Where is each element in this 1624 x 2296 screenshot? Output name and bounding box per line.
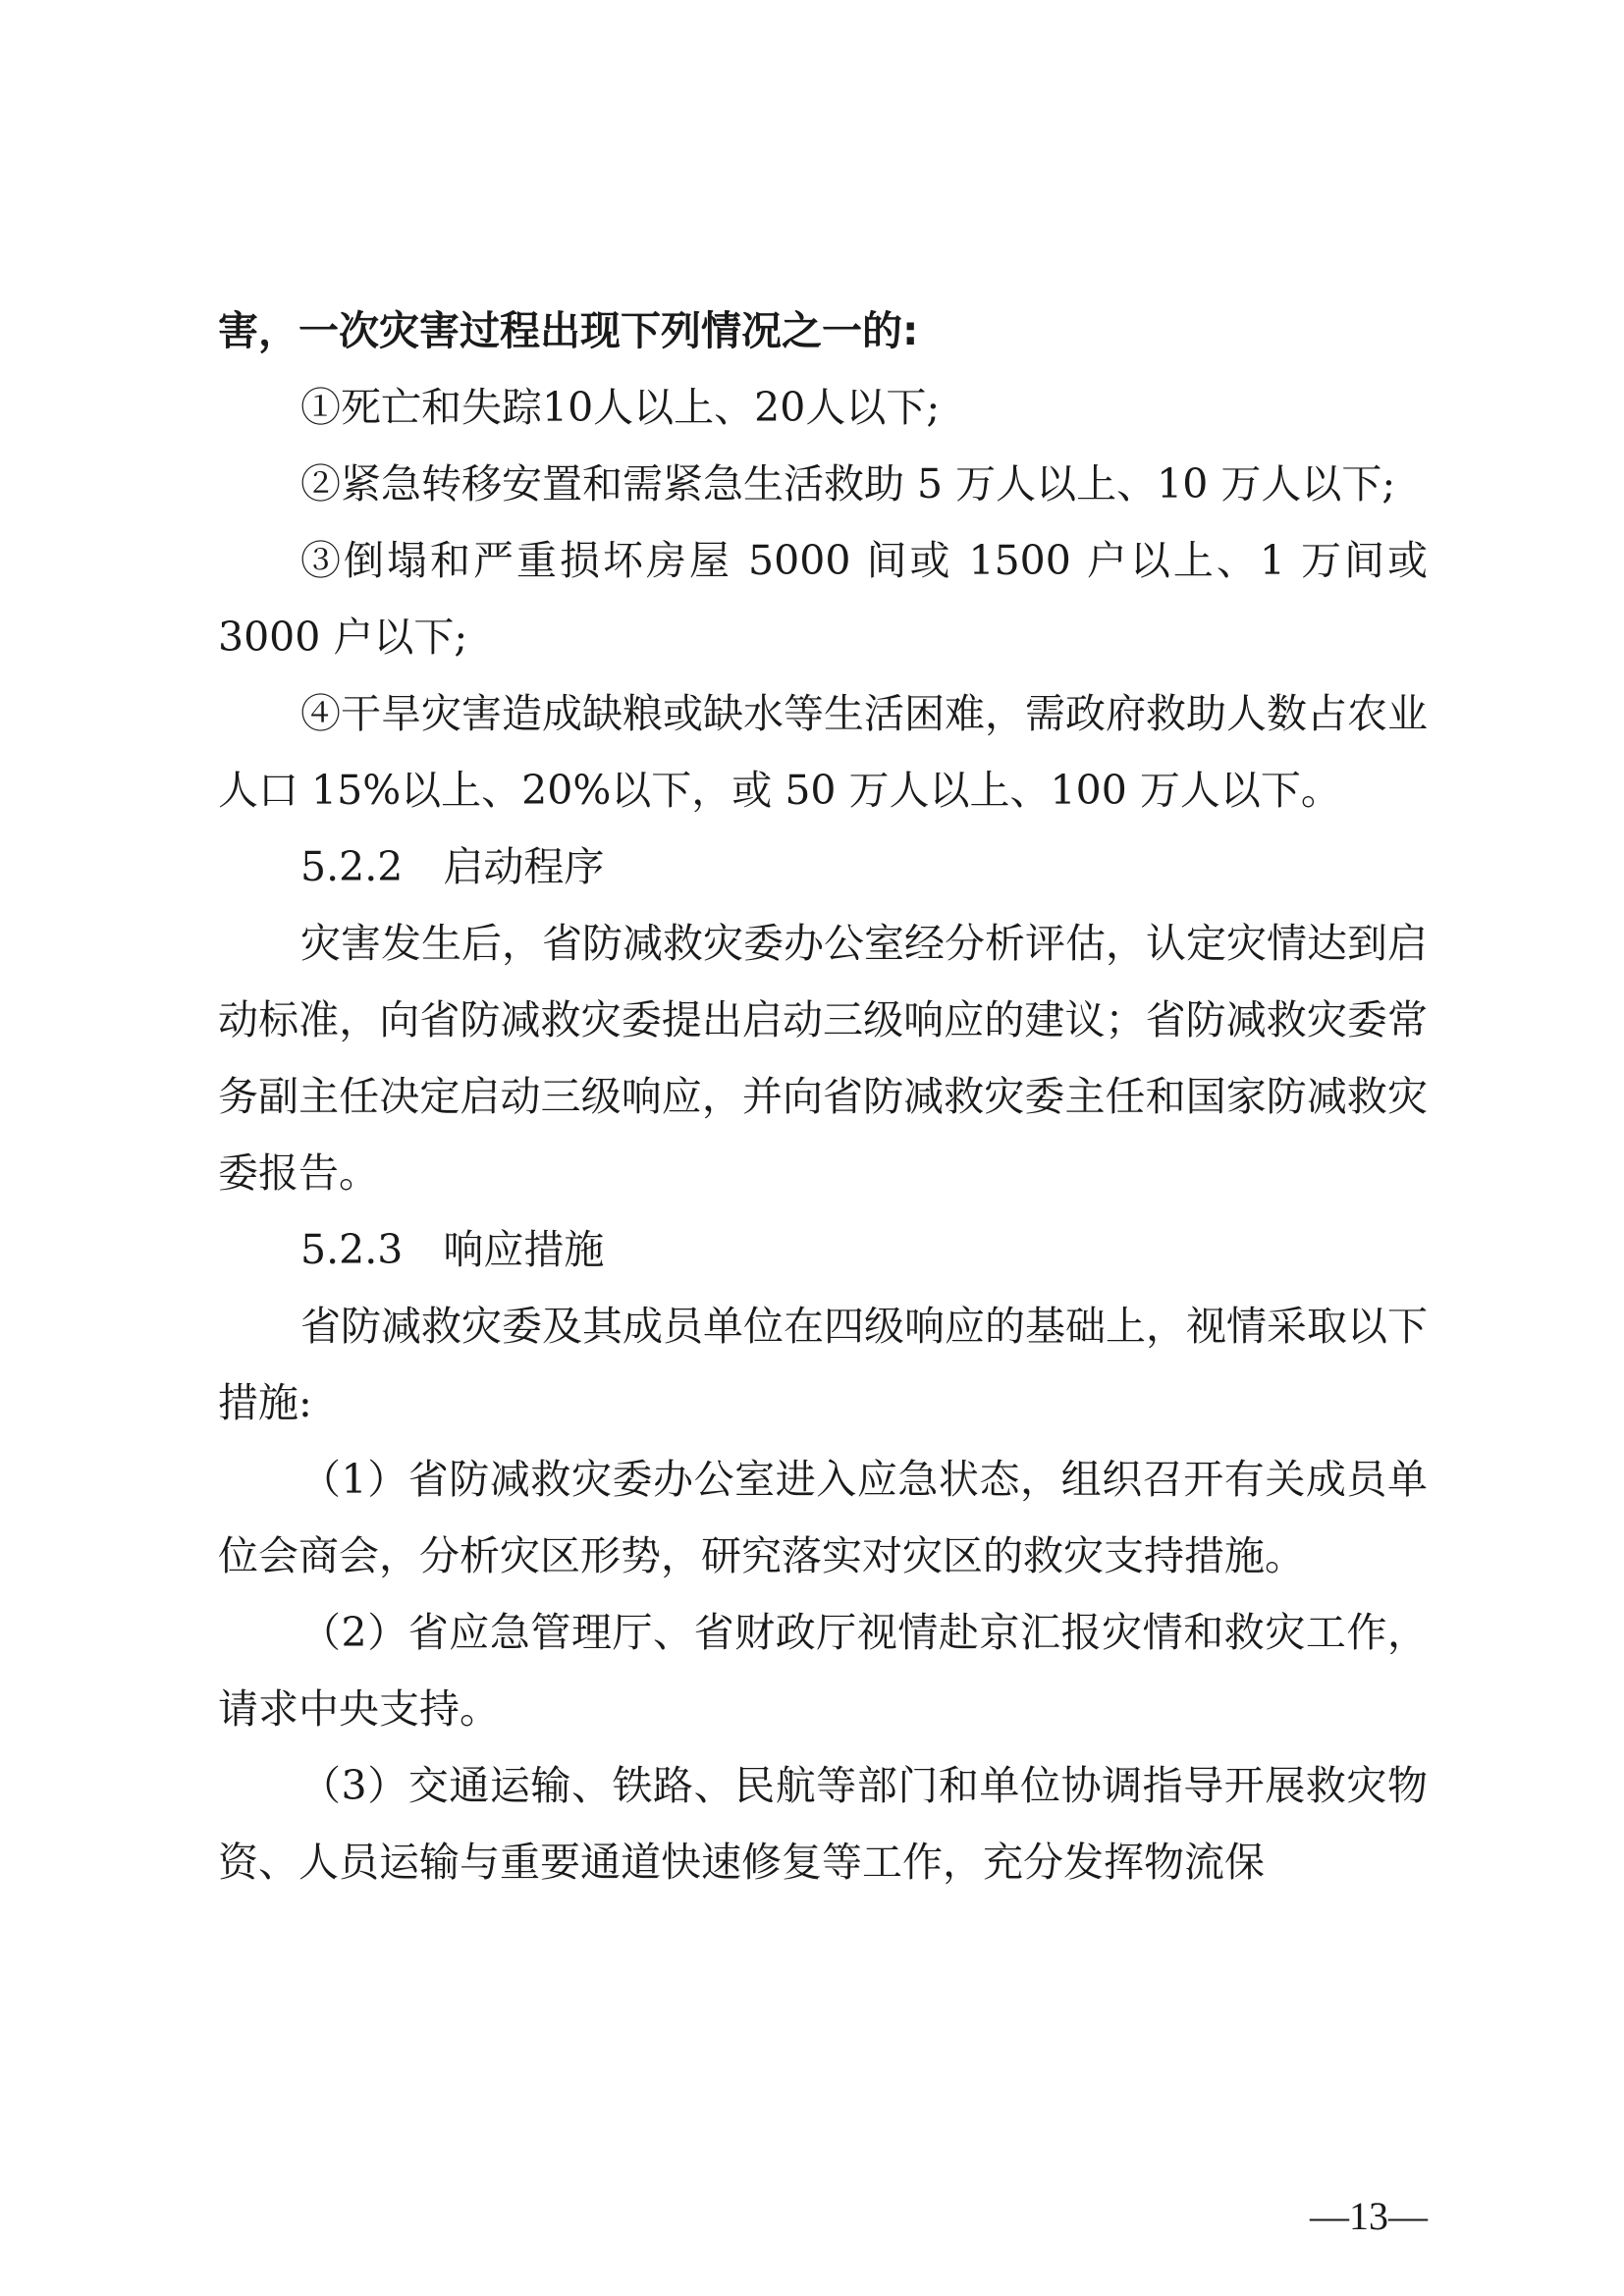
page-number: —13— bbox=[1310, 2194, 1428, 2238]
paragraph-measure-3: （3）交通运输、铁路、民航等部门和单位协调指导开展救灾物资、人员运输与重要通道快速修复等工作，充分发挥物流保 bbox=[218, 1762, 1428, 1886]
section-heading-5-2-2: 5.2.2 启动程序 bbox=[300, 843, 605, 890]
paragraph-item-1: ①死亡和失踪10人以上、20人以下; bbox=[300, 384, 941, 431]
paragraph-measure-1: （1）省防减救灾委办公室进入应急状态，组织召开有关成员单位会商会，分析灾区形势，研究落实对灾区的救灾支持措施。 bbox=[218, 1456, 1428, 1579]
body-text bbox=[218, 293, 1428, 1900]
paragraph-response-intro: 省防减救灾委及其成员单位在四级响应的基础上，视情采取以下措施: bbox=[218, 1303, 1428, 1426]
paragraph-startup-procedure: 灾害发生后，省防减救灾委办公室经分析评估，认定灾情达到启动标准，向省防减救灾委提出启动三级响应的建议；省防减救灾委常务副主任决定启动三级响应，并向省防减救灾委主任和国家防减救灾委报告。 bbox=[218, 920, 1428, 1197]
paragraph-item-3: ③倒塌和严重损坏房屋 5000 间或 1500 户以上、1 万间或 3000 户以下; bbox=[218, 537, 1428, 661]
paragraph-item-2: ②紧急转移安置和需紧急生活救助 5 万人以上、10 万人以下; bbox=[300, 460, 1396, 507]
paragraph-continuation: 害，一次灾害过程出现下列情况之一的: bbox=[218, 307, 919, 354]
paragraph-item-4: ④干旱灾害造成缺粮或缺水等生活困难，需政府救助人数占农业人口 15%以上、20%以下，或 50 万人以上、100 万人以下。 bbox=[218, 690, 1428, 814]
paragraph-measure-2: （2）省应急管理厅、省财政厅视情赴京汇报灾情和救灾工作，请求中央支持。 bbox=[218, 1609, 1428, 1733]
section-heading-5-2-3: 5.2.3 响应措施 bbox=[300, 1226, 605, 1273]
